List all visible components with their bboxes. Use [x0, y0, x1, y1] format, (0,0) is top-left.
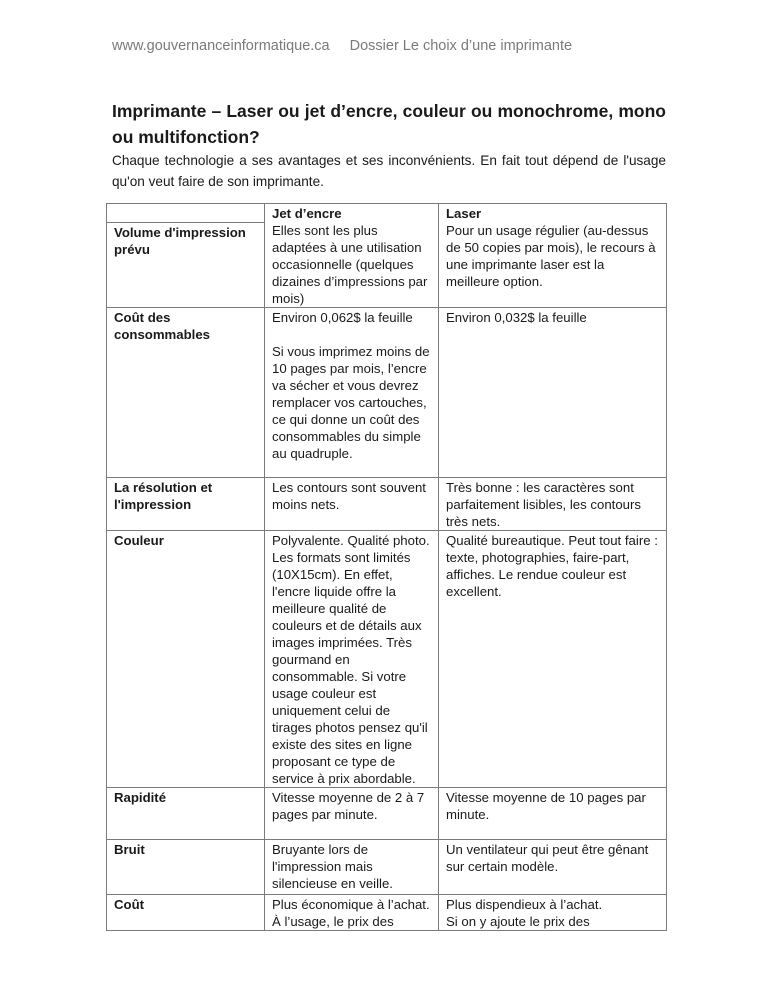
cell-volume-laser: Laser Pour un usage régulier (au-dessus de 50 copies par mois), le recours à une imprimante laser est la meilleure option.: [439, 204, 667, 308]
cell-jet: Environ 0,062$ la feuille Si vous imprimez moins de 10 pages par mois, l’encre va sécher et vous devrez remplacer vos cartouches, ce qui donne un coût des consommables du simple au quadruple.: [265, 308, 439, 478]
jet-note: Si vous imprimez moins de 10 pages par mois, l’encre va sécher et vous devrez remplacer vos cartouches, ce qui donne un coût des consommables du simple au quadruple.: [272, 344, 430, 461]
page-header: [112, 38, 572, 54]
table-row: [107, 478, 667, 531]
row-label: Bruit: [107, 840, 265, 895]
header-empty-cell: [107, 204, 265, 223]
document-title: Imprimante – Laser ou jet d’encre, couleur ou monochrome, mono ou multifonction?: [112, 101, 666, 147]
cell-laser: Un ventilateur qui peut être gênant sur certain modèle.: [439, 840, 667, 895]
comparison-table: [106, 203, 667, 931]
intro-paragraph: Chaque technologie a ses avantages et ses inconvénients. En fait tout dépend de l'usage qu'on veut faire de son imprimante.: [112, 153, 666, 189]
cell-volume-jet: Jet d’encre Elles sont les plus adaptées à une utilisation occasionnelle (quelques dizaines d’impressions par mois): [265, 204, 439, 308]
column-header-laser: Laser: [446, 206, 482, 221]
section-title: Dossier Le choix d’une imprimante: [349, 38, 573, 54]
row-label: Volume d'impression prévu: [107, 223, 265, 308]
cell-laser: Qualité bureautique. Peut tout faire : texte, photographies, faire-part, affiches. Le rendue couleur est excellent.: [439, 531, 667, 788]
cell-laser: Plus dispendieux à l’achat. Si on y ajoute le prix des: [439, 895, 667, 931]
table-row: [107, 840, 667, 895]
cell-jet: Vitesse moyenne de 2 à 7 pages par minute.: [265, 788, 439, 840]
cell-laser: Vitesse moyenne de 10 pages par minute.: [439, 788, 667, 840]
row-label: Coût: [107, 895, 265, 931]
table-header-row: [107, 204, 667, 223]
table-row: [107, 531, 667, 788]
site-url: www.gouvernanceinformatique.ca: [112, 38, 330, 54]
row-label: La résolution et l'impression: [107, 478, 265, 531]
row-label: Couleur: [107, 531, 265, 788]
cell-jet: Bruyante lors de l'impression mais silencieuse en veille.: [265, 840, 439, 895]
column-header-jet: Jet d’encre: [272, 206, 342, 221]
cell-jet: Plus économique à l’achat. À l’usage, le prix des: [265, 895, 439, 931]
cell-laser: Très bonne : les caractères sont parfaitement lisibles, les contours très nets.: [439, 478, 667, 531]
row-label: Coût des consommables: [107, 308, 265, 478]
cell-jet: Les contours sont souvent moins nets.: [265, 478, 439, 531]
cell-laser: Environ 0,032$ la feuille: [439, 308, 667, 478]
cell-jet: Polyvalente. Qualité photo. Les formats sont limités (10X15cm). En effet, l'encre liquide offre la meilleure qualité de couleurs et de détails aux images imprimées. Très gourmand en consommable. Si votre usage couleur est uniquement celui de tirages photos pensez qu'il existe des sites en ligne proposant ce type de service à prix abordable.: [265, 531, 439, 788]
table-row: [107, 895, 667, 931]
table-row: [107, 308, 667, 478]
table-row: [107, 788, 667, 840]
row-label: Rapidité: [107, 788, 265, 840]
